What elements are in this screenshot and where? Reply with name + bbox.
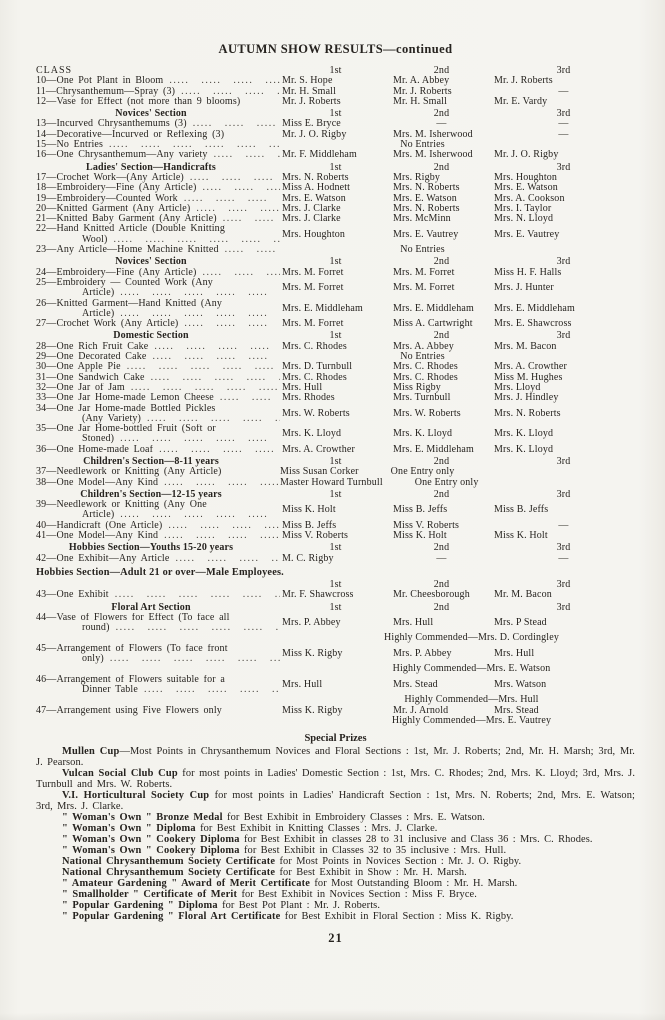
class-label <box>36 362 280 372</box>
class-label-line: (Any Variety) ..... <box>36 414 280 424</box>
prize-name: " Woman's Own " Bronze Medal <box>62 812 223 824</box>
winner-cell: M. C. Rigby <box>282 552 334 564</box>
winner-cell: Mrs. J. Clarke <box>282 213 341 225</box>
class-label-line: 39—Needlework or Knitting (Any One <box>36 500 207 511</box>
table-row <box>36 97 635 107</box>
column-header-1st: 1st <box>329 108 342 120</box>
class-label-line: 29—One Decorated Cake ..... <box>36 352 280 362</box>
column-header-1st: 1st <box>329 455 342 467</box>
class-label <box>36 268 280 278</box>
class-label <box>36 644 280 665</box>
class-label-line: 37—Needlework or Knitting (Any Article) <box>36 467 222 478</box>
column-header-1st: 1st <box>329 578 342 590</box>
class-label-line: only) ..... <box>36 654 280 664</box>
note-row <box>36 695 635 705</box>
table-row <box>36 130 635 140</box>
winner-cell: Miss B. Jeffs <box>282 519 337 531</box>
prize-name: National Chrysanthemum Society Certificate <box>62 867 276 879</box>
column-header-1st: 1st <box>329 488 342 500</box>
table-row <box>36 278 635 299</box>
class-label-line: 15—No Entries ..... <box>36 140 280 150</box>
special-prizes-list <box>36 746 635 922</box>
class-label-line: round) ..... <box>36 623 280 633</box>
section-header-row <box>36 490 635 500</box>
winner-cell: Mrs. M. Isherwood <box>393 149 473 161</box>
class-label <box>36 140 280 150</box>
winner-cell: Mrs. McMinn <box>393 213 451 225</box>
winner-cell: Mrs. J. Hindley <box>494 392 559 404</box>
table-row <box>36 590 635 600</box>
class-label-line: 32—One Jar of Jam ..... <box>36 383 280 393</box>
table-row <box>36 613 635 634</box>
class-label <box>36 404 280 425</box>
class-label <box>36 214 280 224</box>
winner-cell: Mr. J. Roberts <box>494 75 553 87</box>
winner-cell: Mrs. E. Watson <box>393 192 457 204</box>
class-label-line: Wool) ..... <box>36 235 280 245</box>
class-label <box>36 706 280 716</box>
column-header-3rd: 3rd <box>556 601 571 613</box>
prize-name: " Woman's Own " Cookery Diploma <box>62 845 240 857</box>
winner-cell: Mrs. C. Rhodes <box>282 371 347 383</box>
winner-cell: — <box>436 552 447 564</box>
class-column-heading: CLASS <box>36 65 73 76</box>
winner-cell: Mrs. C. Rhodes <box>393 371 458 383</box>
class-label <box>36 224 280 245</box>
prize-name: National Chrysanthemum Society Certificate <box>62 856 276 868</box>
class-label-line: 16—One Chrysanthemum—Any variety ..... <box>36 150 280 160</box>
winner-cell: Miss V. Roberts <box>282 530 349 542</box>
winner-cell: Mrs. M. Bacon <box>494 340 557 352</box>
table-row <box>36 554 635 564</box>
column-header-2nd: 2nd <box>433 256 450 268</box>
column-header-3rd: 3rd <box>556 65 571 76</box>
class-label-line: 21—Knitted Baby Garment (Any Article) ..... <box>36 214 280 224</box>
winner-cell: Mrs. P. Abbey <box>282 616 341 628</box>
winner-cell: Miss E. Bryce <box>282 118 341 130</box>
winner-cell: Mr. S. Hope <box>282 75 333 87</box>
winner-cell: Mrs. C. Rhodes <box>393 361 458 373</box>
table-row <box>36 445 635 455</box>
column-header-3rd: 3rd <box>556 578 571 590</box>
prize-item: V.I. Horticultural Society Cup for most points in Ladies' Handicraft Section : 1st, Mrs. N. Roberts; 2nd, Mrs. E. Watson; 3rd, Mrs. J. Clarke. <box>36 790 635 813</box>
column-header-3rd: 3rd <box>556 330 571 342</box>
winner-cell: Miss K. Rigby <box>282 704 343 716</box>
winner-cell: Mrs. K. Lloyd <box>282 428 342 440</box>
section-heading: Hobbies Section—Youths 15-20 years <box>68 542 234 554</box>
no-entries-note: No Entries <box>400 139 445 151</box>
section-heading: Novices' Section <box>115 256 187 268</box>
section-header-row <box>36 543 635 553</box>
special-prizes-heading: Special Prizes <box>304 733 367 745</box>
class-label-line: 45—Arrangement of Flowers (To face front <box>36 643 228 654</box>
section-heading: Children's Section—8-11 years <box>83 455 219 467</box>
winner-cell: Mr. A. Abbey <box>393 75 450 87</box>
prize-item: " Woman's Own " Diploma for Best Exhibit in Knitting Classes : Mrs. J. Clarke. <box>62 823 438 835</box>
column-header-3rd: 3rd <box>556 108 571 120</box>
section-heading: Novices' Section <box>115 108 187 120</box>
class-label-line: 17—Crochet Work—(Any Article) ..... <box>36 173 280 183</box>
class-label <box>36 393 280 403</box>
column-header-2nd: 2nd <box>433 108 450 120</box>
table-row <box>36 393 635 403</box>
class-label <box>36 424 280 445</box>
winner-cell: Miss A. Hodnett <box>282 182 351 194</box>
winner-cell: Mrs. P Stead <box>494 616 547 628</box>
winner-cell: — <box>436 118 447 130</box>
prize-name: Mullen Cup <box>62 746 120 758</box>
winner-cell: Mrs. N. Lloyd <box>494 213 554 225</box>
winner-cell: Mrs. A. Cookson <box>494 192 565 204</box>
class-label <box>36 342 280 352</box>
section-heading: Hobbies Section—Adult 21 or over—Male Employees. <box>36 566 284 578</box>
winner-cell: Mrs. Lloyd <box>494 381 541 393</box>
column-header-2nd: 2nd <box>433 455 450 467</box>
winner-name: Master Howard Turnbull <box>280 476 383 488</box>
class-label-line: 43—One Exhibit ..... <box>36 590 280 600</box>
winner-cell: Mrs. M. Forret <box>393 266 455 278</box>
class-label <box>36 299 280 320</box>
class-label <box>36 97 280 107</box>
prize-item: " Smallholder " Certificate of Merit for Best Exhibit in Novices Section : Miss F. Bryce. <box>62 889 477 901</box>
page-title: AUTUMN SHOW RESULTS—continued <box>218 42 453 56</box>
winner-cell: Mr. E. Vardy <box>494 95 548 107</box>
column-header-1st: 1st <box>329 256 342 268</box>
class-label-line: Article) ..... <box>36 510 280 520</box>
winner-cell: Mrs. Stead <box>494 704 539 716</box>
winner-cell: — <box>558 118 569 130</box>
class-label <box>36 590 280 600</box>
note-row <box>36 633 635 643</box>
results-table <box>36 66 635 726</box>
prize-item: " Popular Gardening " Floral Art Certificate for Best Exhibit in Floral Section : Miss K. Rigby. <box>62 911 514 923</box>
winner-cell: Mrs. J. Hunter <box>494 282 554 294</box>
prize-name: " Popular Gardening " Floral Art Certificate <box>62 911 281 923</box>
winner-cell: Mrs. C. Rhodes <box>282 340 347 352</box>
column-header-2nd: 2nd <box>433 542 450 554</box>
winner-cell: Mrs. E. Vautrey <box>494 228 560 240</box>
column-header-3rd: 3rd <box>556 455 571 467</box>
winner-cell: Miss V. Roberts <box>393 519 460 531</box>
winner-cell: Mrs. Houghton <box>494 171 558 183</box>
class-label <box>36 194 280 204</box>
class-label <box>36 531 280 541</box>
prize-item: " Popular Gardening " Diploma for Best Pot Plant : Mr. J. Roberts. <box>62 900 381 912</box>
winner-cell: Mr. F. Shawcross <box>282 589 354 601</box>
prize-item: Mullen Cup—Most Points in Chrysanthemum Novices and Floral Sections : 1st, Mr. J. Roberts; 2nd, Mr. H. Marsh; 3rd, Mr. J. Pearson. <box>36 746 636 769</box>
single-entry-result <box>280 478 635 488</box>
class-label-line: 35—One Jar Home-bottled Fruit (Soft or <box>36 424 216 435</box>
class-label-line: Article) ..... <box>36 288 280 298</box>
class-label <box>36 119 280 129</box>
winner-cell: Mrs. A. Abbey <box>393 340 454 352</box>
prize-item: " Amateur Gardening " Award of Merit Certificate for Most Outstanding Bloom : Mr. H. Marsh. <box>62 878 518 890</box>
column-header-1st: 1st <box>329 330 342 342</box>
winner-cell: Mrs. E. Watson <box>494 182 558 194</box>
winner-cell: Miss K. Holt <box>494 530 548 542</box>
table-row <box>36 214 635 224</box>
winner-cell: Mrs. I. Taylor <box>494 202 552 214</box>
class-label-line: 40—Handicraft (One Article) ..... <box>36 521 280 531</box>
class-label <box>36 352 280 362</box>
class-label-line: 28—One Rich Fruit Cake ..... <box>36 342 280 352</box>
winner-cell: Mrs. W. Roberts <box>282 407 350 419</box>
winner-cell: Mrs. M. Forret <box>393 282 455 294</box>
column-header-2nd: 2nd <box>433 330 450 342</box>
class-label-line: 46—Arrangement of Flowers suitable for a <box>36 674 226 685</box>
class-label <box>36 613 280 634</box>
column-header-2nd: 2nd <box>433 65 450 76</box>
winner-cell: Mrs. N. Roberts <box>393 182 460 194</box>
class-label <box>36 478 280 488</box>
column-header-1st: 1st <box>329 601 342 613</box>
table-row <box>36 268 635 278</box>
class-label <box>36 173 280 183</box>
table-row <box>36 224 635 245</box>
class-label-line: 41—One Model—Any Kind ..... <box>36 531 280 541</box>
winner-cell: Mrs. N. Roberts <box>494 407 561 419</box>
class-label-line: 36—One Home-made Loaf ..... <box>36 445 280 455</box>
winner-cell: Miss B. Jeffs <box>494 504 549 516</box>
class-label <box>36 183 280 193</box>
winner-cell: Mrs. W. Roberts <box>393 407 461 419</box>
section-heading: Domestic Section <box>113 330 189 342</box>
prize-item: " Woman's Own " Cookery Diploma for Best Exhibit in classes 28 to 31 inclusive and Class 36 : Mrs. C. Rhodes. <box>62 834 593 846</box>
winner-cell: Mr. J. Roberts <box>393 85 452 97</box>
class-label-line: 27—Crochet Work (Any Article) ..... <box>36 319 280 329</box>
section-heading: Floral Art Section <box>111 601 191 613</box>
winner-cell: Mrs. Rigby <box>393 171 441 183</box>
winner-cell: Miss H. F. Halls <box>494 266 562 278</box>
table-row <box>36 299 635 320</box>
class-label-line: 42—One Exhibit—Any Article ..... <box>36 554 280 564</box>
section-header-row <box>36 603 635 613</box>
section-heading: Children's Section—12-15 years <box>80 488 222 500</box>
class-label-line: 22—Hand Knitted Article (Double Knitting <box>36 224 225 235</box>
prize-name: V.I. Horticultural Society Cup <box>62 790 210 802</box>
class-label-line: 25—Embroidery — Counted Work (Any <box>36 277 213 288</box>
winner-cell: Mrs. P. Abbey <box>393 647 452 659</box>
table-row <box>36 150 635 160</box>
class-label-line: 20—Knitted Garment (Any Article) ..... <box>36 204 280 214</box>
class-label-line: 26—Knitted Garment—Hand Knitted (Any <box>36 298 223 309</box>
class-label <box>36 521 280 531</box>
winner-cell: Mrs. N. Roberts <box>393 202 460 214</box>
entry-count-note: One Entry only <box>390 466 455 478</box>
prize-name: " Popular Gardening " Diploma <box>62 900 218 912</box>
class-label-line: Dinner Table ..... <box>36 685 280 695</box>
winner-cell: Mrs. J. Clarke <box>282 202 341 214</box>
winner-cell: — <box>558 85 569 97</box>
prize-name: " Amateur Gardening " Award of Merit Certificate <box>62 878 311 890</box>
class-label-line: 23—Any Article—Home Machine Knitted ..... <box>36 245 280 255</box>
class-label-line: 34—One Jar Home-made Bottled Pickles <box>36 403 216 414</box>
winner-cell: — <box>558 552 569 564</box>
winner-cell: Mrs. Watson <box>494 678 547 690</box>
winner-cell: Mrs. Hull <box>393 616 434 628</box>
winner-cell: Mr. M. Bacon <box>494 589 552 601</box>
highly-commended-note: Highly Commended—Mrs. D. Cordingley <box>384 632 559 644</box>
winner-cell: — <box>558 128 569 140</box>
prize-item: " Woman's Own " Bronze Medal for Best Exhibit in Embroidery Classes : Mrs. E. Watson. <box>62 812 485 824</box>
class-label <box>36 500 280 521</box>
note-row <box>36 716 635 726</box>
class-label-line: 13—Incurved Chrysanthemums (3) ..... <box>36 119 280 129</box>
class-label <box>36 373 280 383</box>
winner-name: Miss Susan Corker <box>280 466 359 478</box>
class-label-line: 10—One Pot Plant in Bloom ..... <box>36 76 280 86</box>
table-row <box>36 373 635 383</box>
column-header-3rd: 3rd <box>556 256 571 268</box>
highly-commended-note: Highly Commended—Mrs. E. Watson <box>392 663 551 675</box>
winner-cell: Mr. Cheesborough <box>393 589 470 601</box>
class-label <box>36 675 280 696</box>
winner-cell: Mrs. E. Middleham <box>282 302 363 314</box>
class-label-line: 19—Embroidery—Counted Work ..... <box>36 194 280 204</box>
class-label-line: Stoned) ..... <box>36 434 280 444</box>
column-header-1st: 1st <box>329 65 342 76</box>
winner-cell: Mrs. K. Lloyd <box>494 428 554 440</box>
highly-commended-note: Highly Commended—Mrs. E. Vautrey <box>391 714 552 726</box>
column-header-2nd: 2nd <box>433 601 450 613</box>
column-header-2nd: 2nd <box>433 488 450 500</box>
winner-cell: Miss M. Hughes <box>494 371 563 383</box>
column-header-1st: 1st <box>329 161 342 173</box>
class-label-line: 30—One Apple Pie ..... <box>36 362 280 372</box>
winner-cell: Mrs. Hull <box>282 381 323 393</box>
class-label <box>36 467 280 477</box>
winner-cell: Mr. H. Small <box>393 95 448 107</box>
class-label <box>36 76 280 86</box>
no-entries-note: No Entries <box>400 244 445 256</box>
column-header-1st: 1st <box>329 542 342 554</box>
class-label-line: 33—One Jar Home-made Lemon Cheese ..... <box>36 393 280 403</box>
winner-cell: Mrs. K. Lloyd <box>494 443 554 455</box>
winner-cell: Mrs. A. Crowther <box>282 443 355 455</box>
class-label-line: 18—Embroidery—Fine (Any Article) ..... <box>36 183 280 193</box>
table-row <box>36 424 635 445</box>
column-header-3rd: 3rd <box>556 542 571 554</box>
winner-cell: Mr. J. O. Rigby <box>282 128 347 140</box>
winner-cell: Mrs. M. Forret <box>282 282 344 294</box>
winner-cell: Mr. F. Middleham <box>282 149 357 161</box>
class-label-line: 24—Embroidery—Fine (Any Article) ..... <box>36 268 280 278</box>
winner-cell: Mr. J. O. Rigby <box>494 149 559 161</box>
column-header-3rd: 3rd <box>556 488 571 500</box>
class-label-line: Article) ..... <box>36 309 280 319</box>
winner-cell: Miss K. Rigby <box>282 647 343 659</box>
class-label-line: 14—Decorative—Incurved or Reflexing (3) <box>36 129 225 140</box>
prize-item: Vulcan Social Club Cup for most points in Ladies' Domestic Section : 1st, Mrs. C. Rhodes; 2nd, Mrs. K. Lloyd; 3rd, Mrs. J. Turnbull and Mrs. W. Roberts. <box>36 768 636 791</box>
class-label <box>36 278 280 299</box>
prize-name: " Smallholder " Certificate of Merit <box>62 889 238 901</box>
winner-cell: — <box>558 519 569 531</box>
class-label <box>36 445 280 455</box>
class-label <box>36 87 280 97</box>
class-label <box>36 130 280 140</box>
class-label <box>36 383 280 393</box>
winner-cell: Miss K. Holt <box>282 504 336 516</box>
table-row <box>36 319 635 329</box>
column-header-3rd: 3rd <box>556 161 571 173</box>
winner-cell: Mrs. Hull <box>282 678 323 690</box>
winner-cell: Mrs. N. Roberts <box>282 171 349 183</box>
winner-cell: Mrs. Stead <box>393 678 438 690</box>
winner-cell: Mr. J. Arnold <box>393 704 449 716</box>
winner-cell: Mrs. D. Turnbull <box>282 361 353 373</box>
class-label-line: 47—Arrangement using Five Flowers only <box>36 705 222 716</box>
prize-name: " Woman's Own " Cookery Diploma <box>62 834 240 846</box>
winner-cell: Mrs. K. Lloyd <box>393 428 453 440</box>
winner-cell: Mr. H. Small <box>282 85 337 97</box>
winner-cell: Miss K. Holt <box>393 530 447 542</box>
table-row <box>36 342 635 352</box>
class-label-line: 12—Vase for Effect (not more than 9 blooms) <box>36 96 241 107</box>
prize-item: National Chrysanthemum Society Certificate for Best Exhibit in Show : Mr. H. Marsh. <box>62 867 467 879</box>
entry-count-note: One Entry only <box>414 476 479 488</box>
winner-cell: Mrs. M. Forret <box>282 318 344 330</box>
winner-cell: Mrs. A. Crowther <box>494 361 567 373</box>
class-label-line: 31—One Sandwich Cake ..... <box>36 373 280 383</box>
table-row <box>36 245 635 255</box>
no-entries-note: No Entries <box>400 351 445 363</box>
winner-cell: Mrs. E. Middleham <box>494 302 575 314</box>
prize-name: " Woman's Own " Diploma <box>62 823 196 835</box>
table-row <box>36 675 635 696</box>
winner-cell: Mrs. M. Forret <box>282 266 344 278</box>
class-label <box>36 554 280 564</box>
winner-cell: Mrs. E. Shawcross <box>494 318 572 330</box>
winner-cell: Mrs. E. Middleham <box>393 302 474 314</box>
winner-cell: Mrs. Houghton <box>282 228 346 240</box>
class-label-line: 11—Chrysanthemum—Spray (3) ..... <box>36 87 280 97</box>
winner-cell: Mrs. Rhodes <box>282 392 335 404</box>
winner-cell: Miss Rigby <box>393 381 441 393</box>
table-row <box>36 500 635 521</box>
class-label-line: 38—One Model—Any Kind ..... <box>36 478 280 488</box>
class-label <box>36 245 280 255</box>
class-label <box>36 150 280 160</box>
prize-item: " Woman's Own " Cookery Diploma for Best Exhibit in Classes 32 to 35 inclusive : Mrs. Hull. <box>62 845 507 857</box>
class-label <box>36 204 280 214</box>
prize-item: National Chrysanthemum Society Certificate for Most Points in Novices Section : Mr. J. O. Rigby. <box>62 856 522 868</box>
table-row <box>36 404 635 425</box>
note-row <box>36 664 635 674</box>
prize-name: Vulcan Social Club Cup <box>62 768 178 780</box>
class-label-line: 44—Vase of Flowers for Effect (To face all <box>36 612 230 623</box>
section-heading: Ladies' Section—Handicrafts <box>86 161 216 173</box>
winner-cell: Miss A. Cartwright <box>393 318 473 330</box>
winner-cell: Miss B. Jeffs <box>393 504 448 516</box>
column-header-2nd: 2nd <box>433 578 450 590</box>
winner-cell: Mrs. E. Vautrey <box>393 228 459 240</box>
winner-cell: Mrs. M. Isherwood <box>393 128 473 140</box>
highly-commended-note: Highly Commended—Mrs. Hull <box>404 694 539 706</box>
table-row <box>36 644 635 665</box>
winner-cell: Mrs. Turnbull <box>393 392 451 404</box>
class-label <box>36 319 280 329</box>
column-header-2nd: 2nd <box>433 161 450 173</box>
page-number: 21 <box>328 931 343 946</box>
winner-cell: Mrs. E. Middleham <box>393 443 474 455</box>
table-row <box>36 478 635 488</box>
table-row <box>36 531 635 541</box>
winner-cell: Mrs. E. Watson <box>282 192 346 204</box>
winner-cell: Mrs. Hull <box>494 647 535 659</box>
winner-cell: Mr. J. Roberts <box>282 95 341 107</box>
